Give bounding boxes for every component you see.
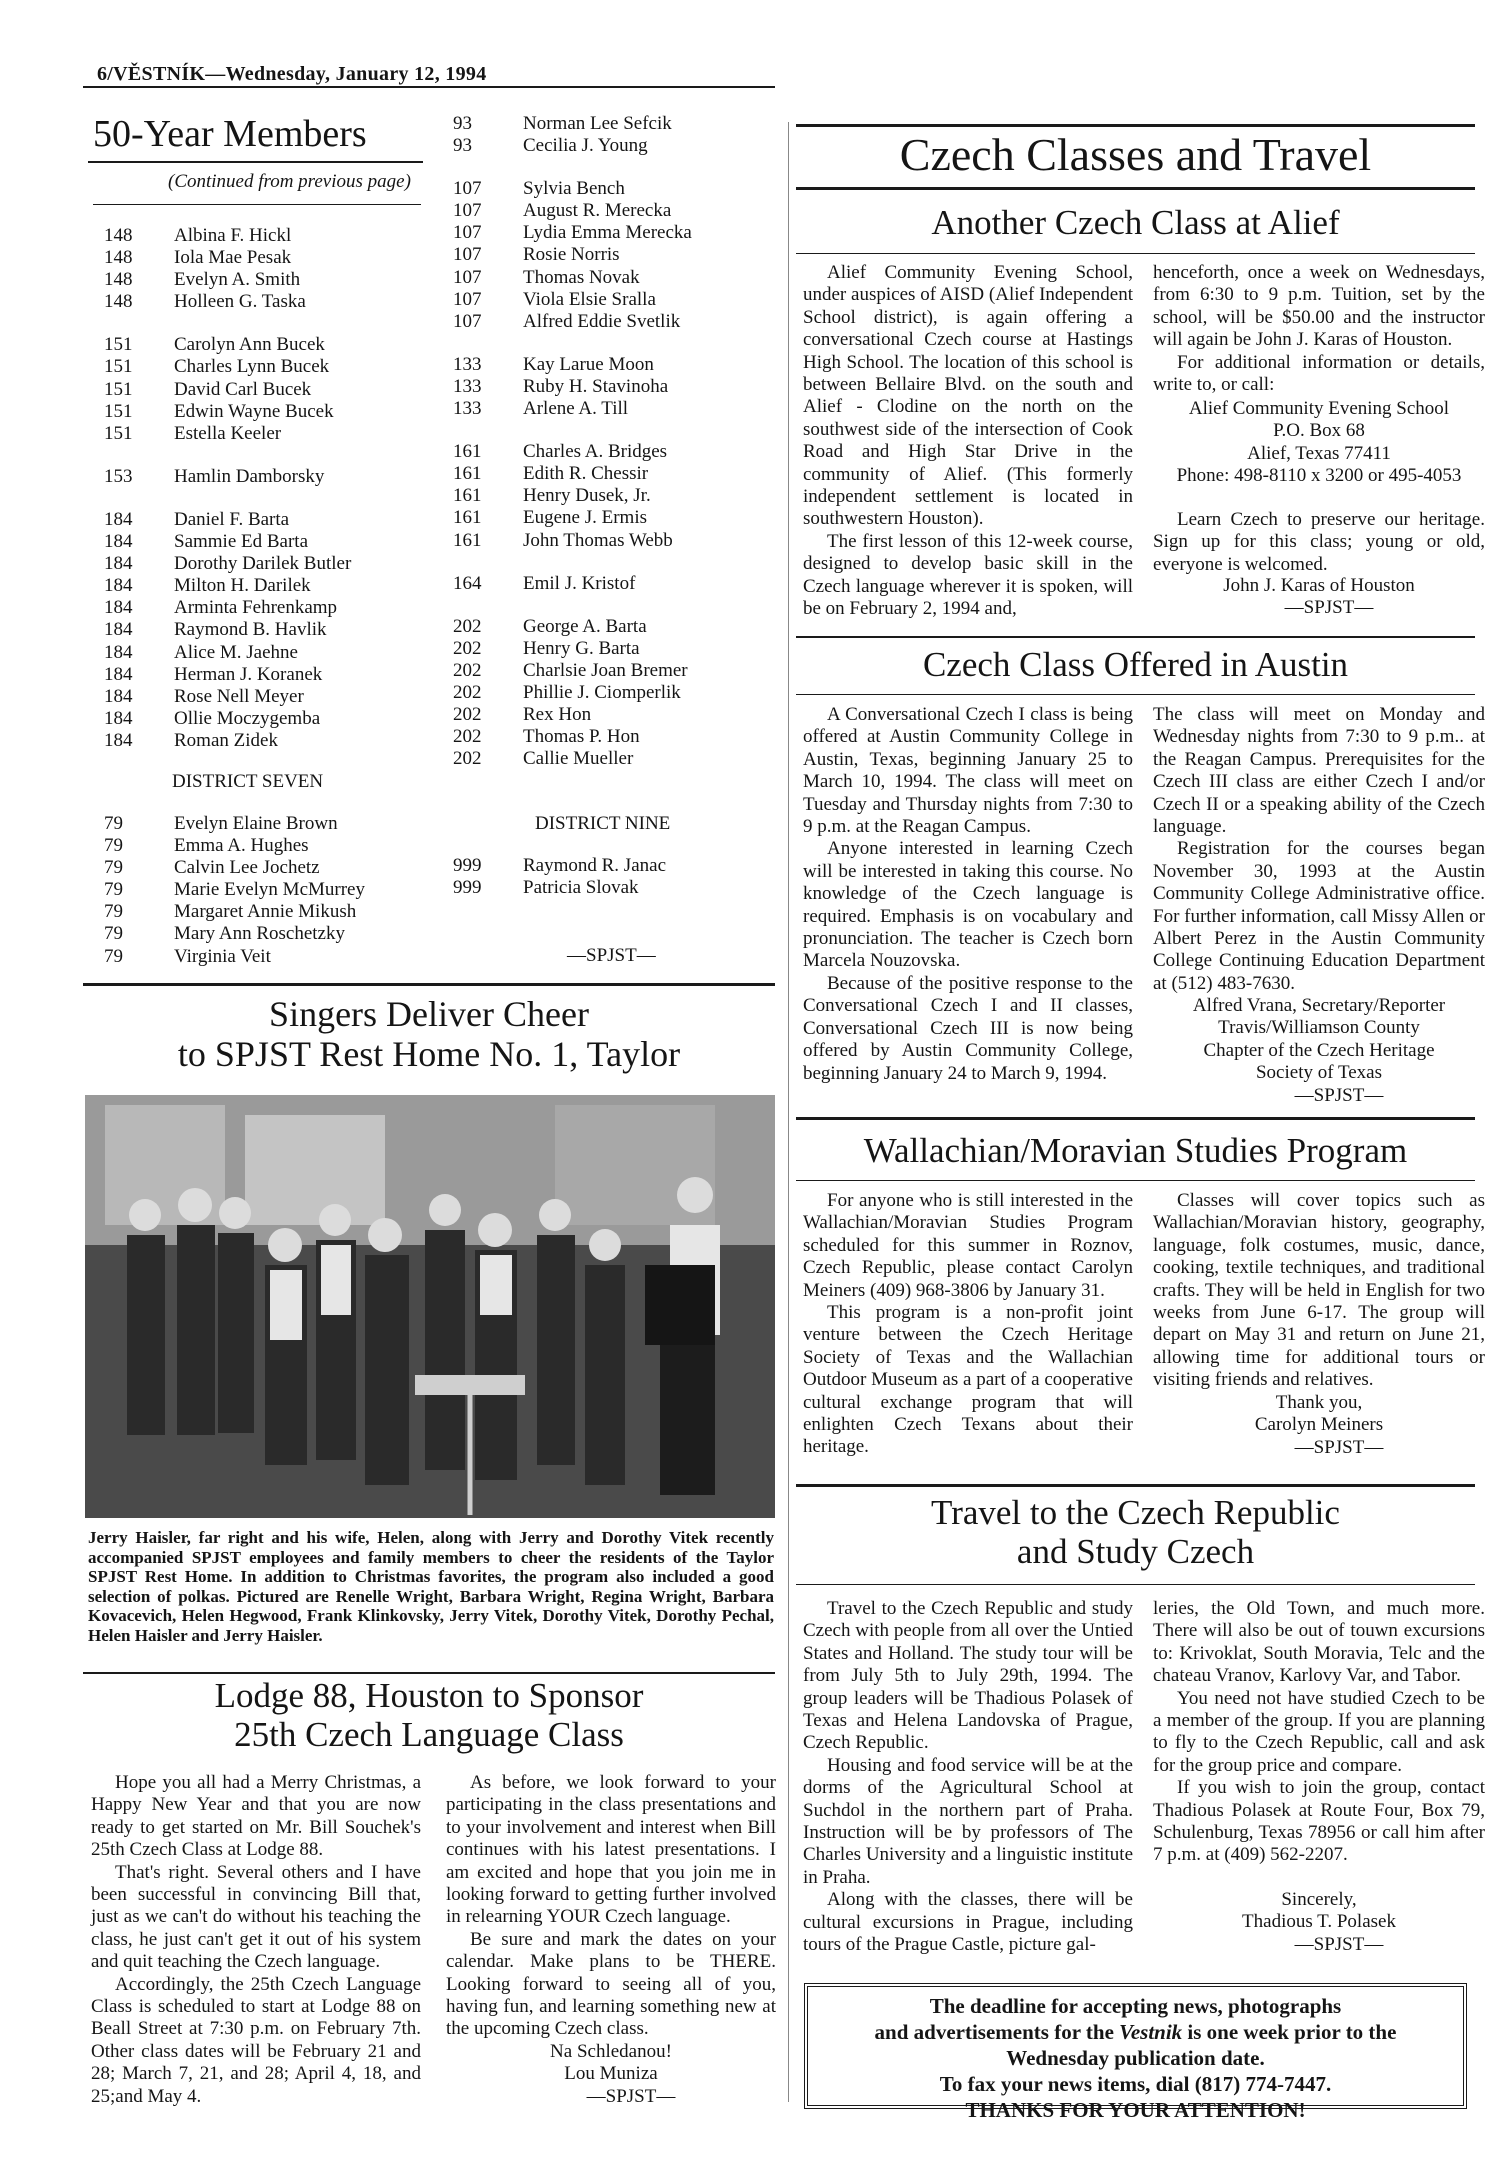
member-name: Calvin Lee Jochetz	[174, 857, 320, 879]
address-line: Alief, Texas 77411	[1247, 442, 1391, 464]
austin-author	[1153, 995, 1485, 1107]
lodge-top-rule	[83, 1672, 775, 1674]
member-name: Edwin Wayne Bucek	[174, 400, 334, 422]
member-name: Dorothy Darilek Butler	[174, 553, 352, 575]
lodge-number: 184	[104, 553, 133, 575]
lodge-number: 93	[453, 135, 472, 157]
member-row	[104, 857, 434, 879]
lodge-paragraph: Be sure and mark the dates on your calendar. Make plans to be THERE. Looking forward to seeing all of you, having fun, and learning something new at the upcoming Czech class.	[446, 1928, 776, 2040]
travel-paragraph: Housing and food service will be at the dorms of the Agricultural School at Suchdol in the northern part of Praha. Instruction will be by professors of The Charles University and a linguistic institute in Praha.	[803, 1754, 1133, 1888]
member-row	[104, 686, 434, 708]
members-bottom-rule	[83, 983, 775, 986]
list-gap	[453, 333, 753, 354]
member-row	[453, 113, 753, 135]
member-name: Margaret Annie Mikush	[174, 901, 357, 923]
alief-paragraph: Alief Community Evening School, under auspices of AISD (Alief Independent School district), is again offering a conversational Czech course at Hastings High School. The location of this school is between Bellaire Blvd. on the south and Alief - Clodine on the north on the southwest side of the intersection of Cook Road and High Star Drive in the community of Alief. (This formerly independent settlement is located in southwestern Houston).	[803, 262, 1133, 530]
lodge-number: 151	[104, 334, 133, 356]
travel-top-rule	[796, 1484, 1475, 1487]
travel-title-line-2: and Study Czech	[1016, 1532, 1255, 1572]
member-name: Thomas P. Hon	[523, 726, 640, 748]
travel-paragraph: Along with the classes, there will be cultural excursions in Prague, including tours of the Prague Castle, picture gal-	[803, 1889, 1133, 1956]
member-name: Ollie Moczygemba	[174, 707, 321, 729]
lodge-number: 184	[104, 575, 133, 597]
alief-signoff: —SPJST—	[1284, 597, 1374, 619]
member-row	[104, 730, 434, 752]
district-nine-heading: DISTRICT NINE	[535, 813, 671, 834]
member-row	[453, 267, 753, 289]
member-row	[453, 726, 753, 748]
list-gap	[453, 157, 753, 178]
lodge-paragraph: That's right. Several others and I have been successful in convincing Bill that, just as we can't do without his teaching the class, he just can't get it out of his system and quit teaching the Czech language.	[91, 1861, 421, 1973]
member-name: Marie Evelyn McMurrey	[174, 879, 365, 901]
members-title: 50-Year Members	[93, 113, 367, 155]
lodge-author: Lou Muniza	[564, 2063, 658, 2085]
deadline-notice	[804, 1983, 1467, 2122]
member-row	[104, 553, 434, 575]
member-name: Raymond R. Janac	[523, 855, 667, 876]
travel-signoff: —SPJST—	[1294, 1933, 1384, 1955]
austin-paragraph: The class will meet on Monday and Wednesday nights from 7:30 to 9 p.m.. at the Reagan Campus. Prerequisites for the Czech III class are either Czech I and/or Czech II or a speaking ability of the Czech language.	[1153, 704, 1485, 838]
wallachian-paragraph: Classes will cover topics such as Wallachian/Moravian history, geography, language, folk costumes, music, dance, cooking, textile techniques, and traditional crafts. They will be held in English for two weeks from June 6-17. The group will depart on May 31 and return on June 21, allowing time for additional tours or visiting friends and relatives.	[1153, 1190, 1485, 1391]
austin-signoff: —SPJST—	[1294, 1084, 1384, 1106]
list-gap	[104, 488, 434, 509]
austin-title-rule	[796, 694, 1475, 695]
lodge-number: 153	[104, 465, 133, 487]
member-name: Eugene J. Ermis	[523, 507, 648, 529]
member-row	[453, 616, 753, 638]
member-row	[453, 485, 753, 507]
lodge-number: 184	[104, 685, 133, 707]
column-divider	[788, 122, 789, 2102]
lodge-number: 161	[453, 507, 482, 529]
member-name: Norman Lee Sefcik	[523, 113, 672, 134]
member-row	[104, 466, 434, 488]
member-name: Albina F. Hickl	[174, 225, 292, 246]
lodge-number: 79	[104, 901, 123, 923]
lodge-number: 79	[104, 813, 123, 834]
address-line: Alief Community Evening School	[1188, 398, 1450, 419]
address-line: Phone: 498-8110 x 3200 or 495-4053	[1176, 465, 1462, 487]
alief-signature	[1153, 575, 1485, 620]
austin-top-rule	[796, 636, 1475, 638]
wallachian-right-column	[1153, 1190, 1485, 1392]
member-row	[453, 463, 753, 485]
notice-line-3: Wednesday publication date.	[1006, 2046, 1265, 2070]
alief-address	[1153, 398, 1485, 488]
member-row	[104, 901, 434, 923]
list-gap	[453, 595, 753, 616]
member-row	[453, 222, 753, 244]
lodge-signoff: —SPJST—	[586, 2085, 676, 2107]
member-name: Emil J. Kristof	[523, 572, 636, 594]
member-name: Raymond B. Havlik	[174, 619, 327, 641]
member-row	[104, 531, 434, 553]
wallachian-paragraph: For anyone who is still interested in the Wallachian/Moravian Studies Program scheduled for this summer in Roznov, Czech Republic, please contact Carolyn Meiners (409) 968-3806 by January 31.	[803, 1190, 1133, 1301]
lodge-number: 107	[453, 244, 482, 266]
member-row	[104, 509, 434, 531]
member-name: Kay Larue Moon	[523, 353, 654, 375]
member-row	[453, 530, 753, 552]
czech-classes-top-rule	[796, 124, 1475, 127]
travel-author: Thadious T. Polasek	[1242, 1911, 1396, 1933]
travel-paragraph: Travel to the Czech Republic and study Czech with people from all over the Untied States and Holland. The study tour will be from July 5th to July 29th, 1994. The group leaders will be Thadious Polasek of Texas and Helena Landovska of Prague, Czech Republic.	[803, 1598, 1133, 1754]
lodge-number: 202	[453, 726, 482, 748]
member-row	[104, 401, 434, 423]
member-row	[104, 923, 434, 945]
notice-line-2: and advertisements for the Vestnik is one week prior to the	[874, 2020, 1397, 2044]
alief-paragraph: For additional information or details, write to, or call:	[1153, 351, 1485, 396]
member-name: Holleen G. Taska	[174, 291, 306, 313]
members-continued-rule	[93, 204, 421, 205]
wallachian-title: Wallachian/Moravian Studies Program	[863, 1131, 1408, 1170]
lodge-number: 202	[453, 704, 482, 726]
member-name: Rosie Norris	[523, 244, 620, 266]
alief-left-column	[803, 262, 1133, 621]
travel-closing: Sincerely,	[1281, 1889, 1357, 1910]
member-name: Carolyn Ann Bucek	[174, 334, 325, 356]
list-gap	[104, 313, 434, 334]
member-name: John Thomas Webb	[523, 529, 673, 551]
wallachian-signoff: —SPJST—	[1294, 1436, 1384, 1458]
lodge-paragraph: As before, we look forward to your participating in the class presentations and to your involvement and interest when Bill continues with his latest presentations. I am excited and hope that you join me in looking forward to getting further involved in relearning YOUR Czech language.	[446, 1772, 776, 1928]
page-header: 6/VĚSTNÍK—Wednesday, January 12, 1994	[97, 63, 487, 85]
member-row	[104, 708, 434, 730]
member-row	[453, 682, 753, 704]
lodge-number: 148	[104, 225, 133, 246]
member-row	[453, 244, 753, 266]
lodge-number: 184	[104, 641, 133, 663]
member-row	[453, 507, 753, 529]
author-line: Society of Texas	[1255, 1062, 1382, 1084]
travel-right-column	[1153, 1598, 1485, 1867]
travel-title-rule	[796, 1584, 1475, 1585]
alief-title: Another Czech Class at Alief	[931, 203, 1340, 242]
member-name: Phillie J. Ciomperlik	[523, 681, 681, 703]
author-line: Alfred Vrana, Secretary/Reporter	[1192, 995, 1446, 1016]
notice-line-1: The deadline for accepting news, photographs	[929, 1994, 1342, 2018]
member-name: Emma A. Hughes	[174, 835, 309, 857]
member-row	[104, 642, 434, 664]
member-name: Patricia Slovak	[523, 877, 639, 899]
member-row	[104, 225, 434, 247]
lodge-number: 79	[104, 945, 123, 967]
member-row	[453, 748, 753, 770]
list-gap	[104, 445, 434, 466]
lodge-number: 107	[453, 288, 482, 310]
lodge-number: 184	[104, 663, 133, 685]
lodge-paragraph: Hope you all had a Merry Christmas, a Happy New Year and that you are now ready to get started on Mr. Bill Souchek's 25th Czech Class at Lodge 88.	[91, 1772, 421, 1861]
member-name: Henry Dusek, Jr.	[523, 485, 651, 507]
austin-paragraph: Because of the positive response to the Conversational Czech I and II classes, Conversational Czech III is now being offered by Austin Community College, beginning January 24 to March 9, 1994.	[803, 972, 1133, 1084]
wallachian-closing: Thank you,	[1275, 1392, 1363, 1413]
members-continued: (Continued from previous page)	[168, 171, 411, 192]
list-gap	[453, 552, 753, 573]
austin-paragraph: Registration for the courses began November 30, 1993 at the Austin Community College Administrative office. For further information, call Missy Allen or Albert Perez in the Austin Community College Continuing Education Department at (512) 483-7630.	[1153, 838, 1485, 994]
member-name: Thomas Novak	[523, 266, 640, 288]
member-name: Edith R. Chessir	[523, 463, 649, 485]
wallachian-paragraph: This program is a non-profit joint venture between the Czech Heritage Society of Texas and the Wallachian Outdoor Museum as a part of a cooperative cultural exchange program that will enlighten Czech Texans about their heritage.	[803, 1302, 1133, 1458]
member-name: Alice M. Jaehne	[174, 641, 298, 663]
member-name: Alfred Eddie Svetlik	[523, 310, 681, 332]
lodge-number: 151	[104, 378, 133, 400]
member-name: Rex Hon	[523, 704, 592, 726]
lodge-number: 202	[453, 615, 482, 637]
member-name: Cecilia J. Young	[523, 135, 648, 157]
lodge-number: 107	[453, 200, 482, 222]
member-name: Lydia Emma Merecka	[523, 222, 692, 244]
member-name: Evelyn A. Smith	[174, 269, 301, 291]
lodge-number: 999	[453, 877, 482, 899]
member-row	[104, 835, 434, 857]
member-name: Callie Mueller	[523, 748, 634, 770]
wallachian-signature	[1153, 1392, 1485, 1459]
lodge-number: 151	[104, 356, 133, 378]
member-name: Evelyn Elaine Brown	[174, 813, 338, 834]
member-name: Iola Mae Pesak	[174, 247, 292, 269]
singers-photo	[85, 1095, 775, 1518]
lodge-number: 79	[104, 857, 123, 879]
alief-author: John J. Karas of Houston	[1223, 575, 1415, 596]
austin-right-column	[1153, 704, 1485, 995]
member-row	[104, 269, 434, 291]
member-name: Henry G. Barta	[523, 637, 640, 659]
list-gap	[453, 420, 753, 441]
lodge-closing: Na Schledanou!	[550, 2041, 672, 2062]
member-name: Charles A. Bridges	[523, 441, 668, 463]
member-row	[453, 200, 753, 222]
member-row	[104, 575, 434, 597]
member-row	[104, 879, 434, 901]
member-row	[453, 311, 753, 333]
members-title-rule	[88, 161, 423, 163]
wallachian-left-column	[803, 1190, 1133, 1459]
lodge-title-line-2: 25th Czech Language Class	[234, 1715, 624, 1755]
district-nine-list	[453, 855, 753, 899]
lodge-number: 161	[453, 529, 482, 551]
singers-title-line-2: to SPJST Rest Home No. 1, Taylor	[177, 1034, 681, 1075]
member-name: Charlsie Joan Bremer	[523, 659, 688, 681]
lodge-number: 161	[453, 441, 482, 463]
alief-title-rule	[796, 253, 1475, 254]
lodge-number: 79	[104, 879, 123, 901]
notice-line-4: To fax your news items, dial (817) 774-7447.	[939, 2072, 1332, 2096]
lodge-number: 107	[453, 178, 482, 200]
lodge-number: 184	[104, 508, 133, 530]
member-row	[104, 813, 434, 835]
lodge-paragraph: Accordingly, the 25th Czech Language Class is scheduled to start at Lodge 88 on Beall Street at 7:30 p.m. on February 7th. Other class dates will be February 21 and 28; March 7, 21, and 28; April 4, 18, and 25;and May 4.	[91, 1973, 421, 2107]
member-name: Milton H. Darilek	[174, 575, 311, 597]
lodge-signature	[446, 2041, 776, 2108]
lodge-number: 151	[104, 422, 133, 444]
czech-classes-title-rule	[796, 187, 1475, 190]
member-name: George A. Barta	[523, 615, 647, 637]
member-row	[104, 291, 434, 313]
lodge-number: 133	[453, 398, 482, 420]
travel-title-line-1: Travel to the Czech Republic	[931, 1493, 1340, 1532]
alief-paragraph: The first lesson of this 12-week course, designed to develop basic skill in the Czech language wherever it is spoken, will be on February 2, 1994 and,	[803, 530, 1133, 620]
member-name: Sylvia Bench	[523, 178, 625, 200]
travel-signature	[1153, 1889, 1485, 1956]
lodge-number: 202	[453, 748, 482, 770]
member-name: Mary Ann Roschetzky	[174, 923, 345, 945]
lodge-number: 107	[453, 310, 482, 332]
czech-classes-title: Czech Classes and Travel	[899, 129, 1372, 180]
lodge-number: 184	[104, 597, 133, 619]
lodge-number: 184	[104, 531, 133, 553]
member-name: Ruby H. Stavinoha	[523, 375, 669, 397]
district-seven-heading: DISTRICT SEVEN	[172, 771, 324, 792]
members-column-2	[453, 113, 753, 770]
lodge-number: 161	[453, 485, 482, 507]
alief-closing-block	[1153, 509, 1485, 576]
lodge-number: 999	[453, 855, 482, 876]
member-row	[104, 946, 434, 968]
alief-paragraph: henceforth, once a week on Wednesdays, from 6:30 to 9 p.m. Tuition, set by the school, will be $50.00 and the instructor will again be John J. Karas of Houston.	[1153, 262, 1485, 351]
member-row	[453, 398, 753, 420]
lodge-number: 133	[453, 353, 482, 375]
member-row	[104, 597, 434, 619]
lodge-number: 133	[453, 375, 482, 397]
member-name: Sammie Ed Barta	[174, 531, 309, 553]
member-row	[453, 135, 753, 157]
member-name: Viola Elsie Sralla	[523, 288, 656, 310]
member-row	[453, 441, 753, 463]
lodge-number: 107	[453, 222, 482, 244]
header-rule	[83, 86, 775, 88]
lodge-number: 151	[104, 400, 133, 422]
austin-paragraph: A Conversational Czech I class is being offered at Austin Community College in Austin, Texas, beginning January 25 to March 10, 1994. The class will meet on Tuesday and Thursday nights from 7:30 to 9 p.m. at the Reagan Campus.	[803, 704, 1133, 838]
member-row	[104, 379, 434, 401]
member-name: Charles Lynn Bucek	[174, 356, 330, 378]
member-name: Virginia Veit	[174, 945, 271, 967]
lodge-number: 184	[104, 619, 133, 641]
members-column-1	[104, 225, 434, 752]
wallachian-author: Carolyn Meiners	[1254, 1414, 1384, 1436]
member-name: Arlene A. Till	[523, 398, 629, 420]
notice-line-5: THANKS FOR YOUR ATTENTION!	[965, 2098, 1306, 2122]
member-name: Daniel F. Barta	[174, 508, 290, 530]
member-name: Herman J. Koranek	[174, 663, 323, 685]
member-name: David Carl Bucek	[174, 378, 312, 400]
member-row	[453, 376, 753, 398]
austin-left-column	[803, 704, 1133, 1085]
address-line: P.O. Box 68	[1273, 420, 1365, 442]
wallachian-title-rule	[796, 1180, 1475, 1181]
member-name: Arminta Fehrenkamp	[174, 597, 338, 619]
lodge-title	[83, 1676, 775, 1754]
members-signoff: —SPJST—	[567, 945, 656, 966]
district-seven-list	[104, 813, 434, 968]
wallachian-top-rule	[796, 1117, 1475, 1120]
lodge-number: 148	[104, 269, 133, 291]
travel-left-column	[803, 1598, 1133, 1957]
lodge-number: 148	[104, 291, 133, 313]
lodge-number: 184	[104, 729, 133, 751]
member-row	[453, 660, 753, 682]
member-row	[453, 354, 753, 376]
lodge-number: 79	[104, 923, 123, 945]
member-row	[453, 855, 753, 877]
member-name: Rose Nell Meyer	[174, 685, 304, 707]
member-row	[453, 877, 753, 899]
lodge-right-column	[446, 1772, 776, 2041]
member-row	[104, 664, 434, 686]
member-name: Roman Zidek	[174, 729, 278, 751]
austin-paragraph: Anyone interested in learning Czech will be interested in taking this course. No knowledge of the Czech language is required. Emphasis is on vocabulary and pronunciation. The teacher is Czech born Marcela Nouzovska.	[803, 838, 1133, 972]
member-row	[104, 619, 434, 641]
singers-title	[83, 994, 775, 1075]
travel-paragraph: leries, the Old Town, and much more. There will also be out of touwn excursions to: Krivoklat, South Moravia, Telc and the chateau Vranov, Karlovy Var, and Tabor.	[1153, 1598, 1485, 1687]
travel-title	[796, 1493, 1475, 1571]
author-line: Travis/Williamson County	[1218, 1017, 1420, 1039]
member-row	[453, 704, 753, 726]
lodge-number: 164	[453, 572, 482, 594]
lodge-number: 184	[104, 707, 133, 729]
member-row	[453, 573, 753, 595]
member-row	[104, 334, 434, 356]
singers-caption: Jerry Haisler, far right and his wife, Helen, along with Jerry and Dorothy Vitek recently accompanied SPJST employees and family members to cheer the residents of the Taylor SPJST Rest Home. In addition to Christmas favorites, the program also included a good selection of polkas. Pictured are Renelle Wright, Barbara Wright, Regina Wright, Barbara Kovacevich, Helen Hegwood, Frank Klinkovsky, Jerry Vitek, Dorothy Vitek, Dorothy Pechal, Helen Haisler and Jerry Haisler.	[88, 1528, 774, 1645]
austin-title: Czech Class Offered in Austin	[922, 645, 1349, 684]
member-name: Estella Keeler	[174, 422, 282, 444]
member-row	[104, 356, 434, 378]
lodge-number: 93	[453, 113, 472, 134]
member-row	[453, 178, 753, 200]
alief-closing: Learn Czech to preserve our heritage. Sign up for this class; young or old, everyone is welcomed.	[1153, 509, 1485, 575]
member-row	[453, 638, 753, 660]
travel-paragraph: If you wish to join the group, contact Thadious Polasek at Route Four, Box 79, Schulenburg, Texas 78956 or call him after 7 p.m. at (409) 562-2207.	[1153, 1777, 1485, 1866]
member-name: Hamlin Damborsky	[174, 465, 325, 487]
lodge-number: 107	[453, 266, 482, 288]
member-row	[104, 423, 434, 445]
lodge-number: 202	[453, 681, 482, 703]
author-line: Chapter of the Czech Heritage	[1203, 1039, 1435, 1061]
travel-paragraph: You need not have studied Czech to be a member of the group. If you are planning to fly to the Czech Republic, call and ask for the group price and compare.	[1153, 1687, 1485, 1776]
lodge-number: 79	[104, 835, 123, 857]
singers-title-line-1: Singers Deliver Cheer	[269, 994, 589, 1034]
lodge-left-column	[91, 1772, 421, 2108]
lodge-number: 202	[453, 659, 482, 681]
singers-photo-image	[85, 1095, 775, 1518]
alief-right-column	[1153, 262, 1485, 396]
member-name: August R. Merecka	[523, 200, 672, 222]
lodge-number: 202	[453, 637, 482, 659]
member-row	[453, 289, 753, 311]
lodge-number: 161	[453, 463, 482, 485]
lodge-number: 148	[104, 247, 133, 269]
notice-vestnik: Vestnik	[1119, 2020, 1183, 2044]
member-row	[104, 247, 434, 269]
lodge-title-line-1: Lodge 88, Houston to Sponsor	[214, 1676, 644, 1715]
